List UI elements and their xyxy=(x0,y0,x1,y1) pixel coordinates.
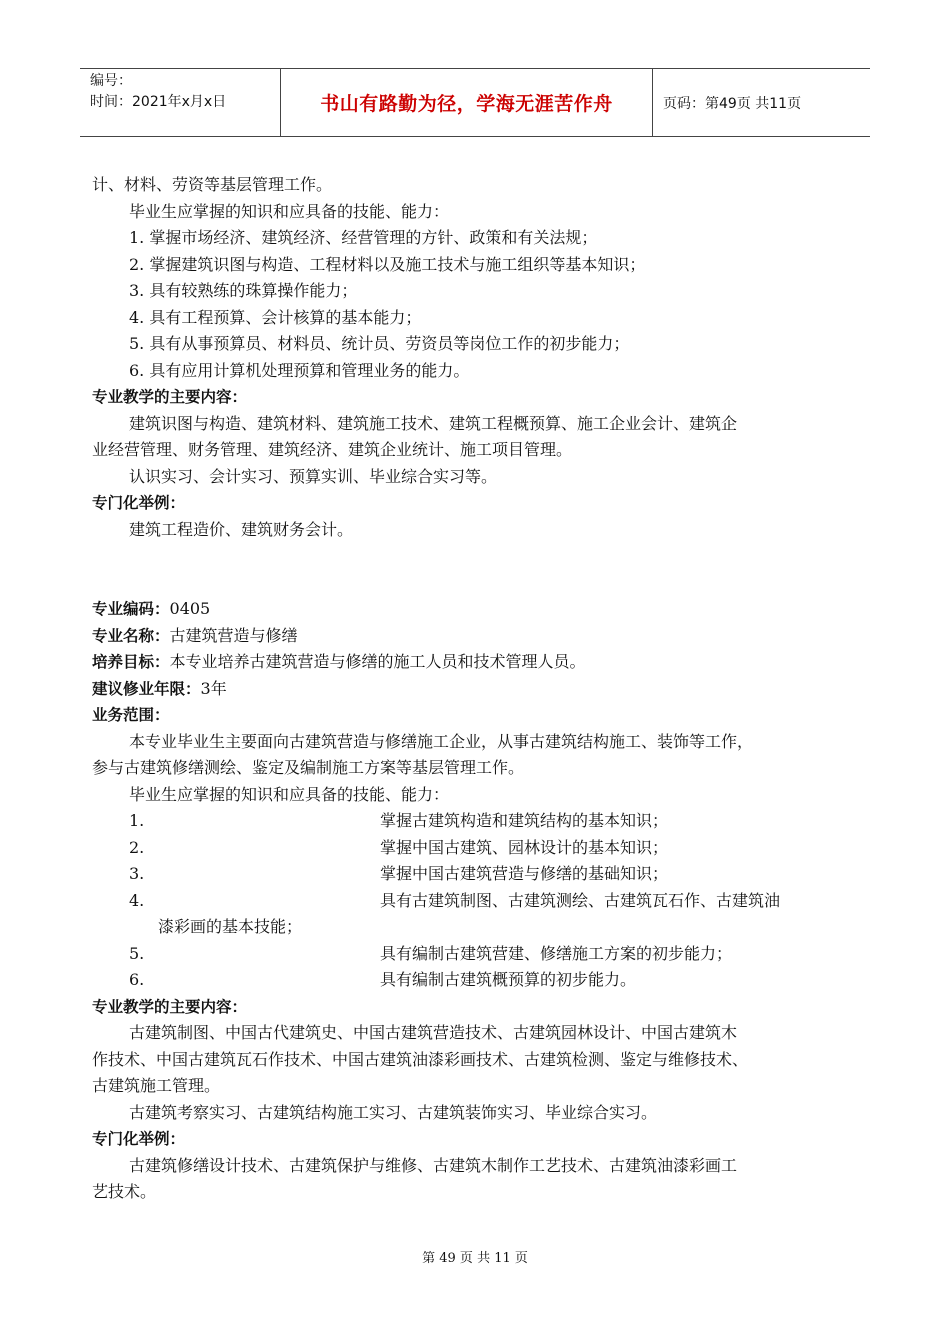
study-years-line xyxy=(92,676,867,703)
skill-item: 6. 具有应用计算机处理预算和管理业务的能力。 xyxy=(129,360,470,380)
examples-content: 建筑工程造价、建筑财务会计。 xyxy=(129,519,354,539)
skill-text: 具有编制古建筑概预算的初步能力。 xyxy=(380,970,637,989)
examples-content: 古建筑修缮设计技术、古建筑保护与维修、古建筑木制作工艺技术、古建筑油漆彩画工 xyxy=(129,1155,738,1175)
teaching-content: 作技术、中国古建筑瓦石作技术、中国古建筑油漆彩画技术、古建筑检测、鉴定与维修技术、 xyxy=(92,1049,749,1069)
teaching-heading: 专业教学的主要内容： xyxy=(92,388,248,406)
scope-content: 参与古建筑修缮测绘、鉴定及编制施工方案等基层管理工作。 xyxy=(92,758,525,777)
training-goal-value: 本专业培养古建筑营造与修缮的施工人员和技术管理人员。 xyxy=(169,652,586,671)
teaching-content: 建筑识图与构造、建筑材料、建筑施工技术、建筑工程概预算、施工企业会计、建筑企 xyxy=(129,413,738,433)
skill-text: 掌握中国古建筑、园林设计的基本知识； xyxy=(380,837,669,857)
header-meta xyxy=(80,69,280,136)
major-code-label: 专业编码： xyxy=(92,600,170,618)
skill-item xyxy=(92,888,867,915)
skill-item xyxy=(92,941,867,968)
skill-number: 4. xyxy=(129,890,145,910)
major-name-label: 专业名称： xyxy=(92,626,170,645)
skill-text: 具有编制古建筑营建、修缮施工方案的初步能力； xyxy=(380,943,733,963)
skill-number: 1. xyxy=(129,811,145,830)
skill-item xyxy=(92,967,867,994)
skill-item-continued: 漆彩画的基本技能； xyxy=(158,917,303,936)
document-number-label: 编号： xyxy=(90,73,132,89)
skill-item: 1. 掌握市场经济、建筑经济、经营管理的方针、政策和有关法规； xyxy=(129,228,598,247)
skills-intro: 毕业生应掌握的知识和应具备的技能、能力： xyxy=(129,201,450,221)
skill-item xyxy=(92,861,867,888)
skill-item: 4. 具有工程预算、会计核算的基本能力； xyxy=(129,307,422,327)
document-body xyxy=(92,172,867,1206)
teaching-content: 古建筑施工管理。 xyxy=(92,1076,221,1095)
scope-heading: 业务范围： xyxy=(92,706,170,724)
header-motto: 书山有路勤为径，学海无涯苦作舟 xyxy=(280,69,653,136)
training-goal-label: 培养目标： xyxy=(92,653,170,671)
examples-heading: 专门化举例： xyxy=(92,1130,186,1148)
page-header xyxy=(80,68,870,137)
header-page-number: 页码：第49页 共11页 xyxy=(663,95,802,112)
major-code-line xyxy=(92,596,867,623)
major-code-value: 0405 xyxy=(169,599,211,618)
teaching-content: 业经营管理、财务管理、建筑经济、建筑企业统计、施工项目管理。 xyxy=(92,440,573,459)
skill-item: 3. 具有较熟练的珠算操作能力； xyxy=(129,281,358,300)
skill-number: 5. xyxy=(129,943,145,963)
document-time-label: 时间：2021年x月x日 xyxy=(90,94,227,110)
skill-item: 2. 掌握建筑识图与构造、工程材料以及施工技术与施工组织等基本知识； xyxy=(129,254,646,274)
skill-number: 3. xyxy=(129,864,145,883)
major-name-line xyxy=(92,623,867,650)
skill-text: 掌握中国古建筑营造与修缮的基础知识； xyxy=(380,864,669,883)
skill-text: 掌握古建筑构造和建筑结构的基本知识； xyxy=(380,811,669,830)
skill-number: 6. xyxy=(129,970,145,989)
skills-intro: 毕业生应掌握的知识和应具备的技能、能力： xyxy=(129,784,450,804)
skill-text: 具有古建筑制图、古建筑测绘、古建筑瓦石作、古建筑油 xyxy=(380,890,781,910)
skill-item xyxy=(92,835,867,862)
skill-item: 5. 具有从事预算员、材料员、统计员、劳资员等岗位工作的初步能力； xyxy=(129,334,630,353)
examples-heading: 专门化举例： xyxy=(92,494,186,512)
teaching-content: 古建筑制图、中国古代建筑史、中国古建筑营造技术、古建筑园林设计、中国古建筑木 xyxy=(129,1023,738,1042)
study-years-value: 3年 xyxy=(200,678,227,698)
examples-content: 艺技术。 xyxy=(92,1182,157,1201)
training-goal-line xyxy=(92,649,867,676)
continued-line: 计、材料、劳资等基层管理工作。 xyxy=(92,175,333,194)
scope-content: 本专业毕业生主要面向古建筑营造与修缮施工企业，从事古建筑结构施工、装饰等工作， xyxy=(129,731,754,751)
practice-content: 认识实习、会计实习、预算实训、毕业综合实习等。 xyxy=(129,466,498,486)
page-footer: 第 49 页 共 11 页 xyxy=(422,1251,528,1266)
teaching-heading: 专业教学的主要内容： xyxy=(92,997,248,1016)
section-gap xyxy=(92,543,867,596)
skill-item xyxy=(92,808,867,835)
practice-content: 古建筑考察实习、古建筑结构施工实习、古建筑装饰实习、毕业综合实习。 xyxy=(129,1102,658,1122)
study-years-label: 建议修业年限： xyxy=(92,679,201,698)
major-name-value: 古建筑营造与修缮 xyxy=(169,625,298,645)
skill-number: 2. xyxy=(129,837,145,857)
